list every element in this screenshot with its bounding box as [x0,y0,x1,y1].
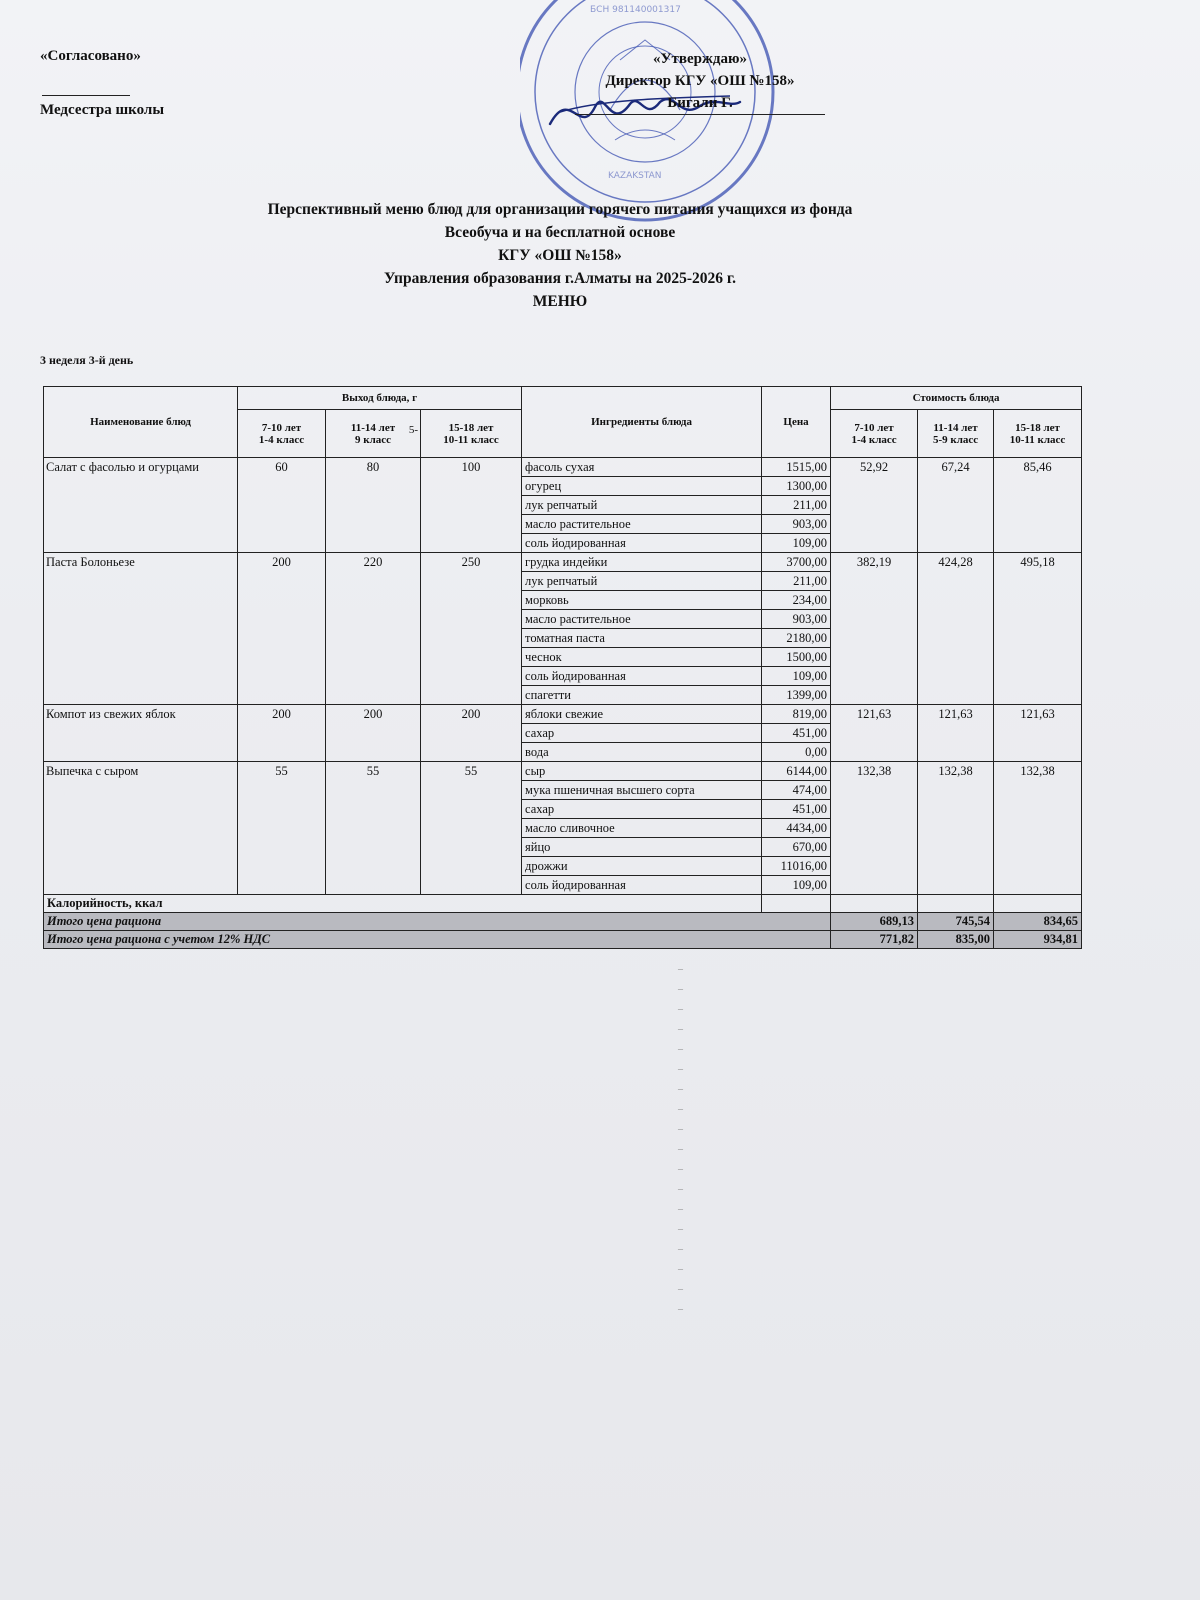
approve-block [560,48,840,115]
title-line-3: КГУ «ОШ №158» [498,247,622,264]
nurse-signature-line [42,85,130,96]
dish-name: Выпечка с сыром [44,762,238,895]
week-day-label: 3 неделя 3-й день [40,353,134,367]
dish-cost: 424,28 [918,553,994,705]
header-cost-age-1: 7-10 лет 1-4 класс [831,410,918,458]
ingredient-name: сыр [522,762,762,781]
header-yield-age-1: 7-10 лет 1-4 класс [238,410,326,458]
header-cost-age-3: 15-18 лет 10-11 класс [994,410,1082,458]
dish-name: Паста Болоньезе [44,553,238,705]
ingredient-name: вода [522,743,762,762]
ingredient-price: 1300,00 [762,477,831,496]
calories-row [44,895,1082,913]
total-row [44,913,1082,931]
dish-name: Салат с фасолью и огурцами [44,458,238,553]
ingredient-price: 474,00 [762,781,831,800]
ingredient-price: 1515,00 [762,458,831,477]
ingredient-price: 109,00 [762,534,831,553]
director-name: Бигали Г. [575,92,825,115]
dish-yield: 200 [238,553,326,705]
ingredient-name: яблоки свежие [522,705,762,724]
ingredient-price: 4434,00 [762,819,831,838]
menu-table [43,386,1082,949]
approve-label: «Утверждаю» [653,51,747,67]
title-line-2: Всеобуча и на бесплатной основе [444,224,676,241]
ingredient-name: сахар [522,724,762,743]
dish-yield: 220 [326,553,421,705]
ingredient-name: мука пшеничная высшего сорта [522,781,762,800]
ingredient-price: 451,00 [762,724,831,743]
dish-cost: 52,92 [831,458,918,553]
dish-name: Компот из свежих яблок [44,705,238,762]
title-line-1: Перспективный меню блюд для организации горячего питания учащихся из фонда [267,201,853,218]
ingredient-price: 234,00 [762,591,831,610]
dish-cost: 85,46 [994,458,1082,553]
ingredient-name: лук репчатый [522,496,762,515]
total-vat-label: Итого цена рациона с учетом 12% НДС [44,931,831,949]
ingredient-row [44,705,1082,724]
total-value: 834,65 [994,913,1082,931]
ingredient-name: дрожжи [522,857,762,876]
ingredient-row [44,458,1082,477]
ingredient-price: 109,00 [762,876,831,895]
dish-yield: 60 [238,458,326,553]
ingredient-name: морковь [522,591,762,610]
ingredient-name: соль йодированная [522,534,762,553]
ingredient-name: масло растительное [522,610,762,629]
svg-text:БСН 981140001317: БСН 981140001317 [590,5,681,15]
dish-yield: 200 [421,705,522,762]
dish-yield: 100 [421,458,522,553]
header-dish-name: Наименование блюд [44,387,238,458]
dish-cost: 132,38 [994,762,1082,895]
total-vat-value: 771,82 [831,931,918,949]
ingredient-price: 2180,00 [762,629,831,648]
title-line-4: Управления образования г.Алматы на 2025-2026 г. [383,270,737,287]
header-cost: Стоимость блюда [831,387,1082,410]
ingredient-price: 903,00 [762,610,831,629]
dish-cost: 121,63 [918,705,994,762]
ingredient-name: лук репчатый [522,572,762,591]
dish-cost: 382,19 [831,553,918,705]
ingredient-name: сахар [522,800,762,819]
menu-body [44,458,1082,895]
ingredient-name: спагетти [522,686,762,705]
ingredient-price: 109,00 [762,667,831,686]
ingredient-price: 6144,00 [762,762,831,781]
dish-cost: 495,18 [994,553,1082,705]
header-yield-age-3: 15-18 лет 10-11 класс [421,410,522,458]
total-vat-row [44,931,1082,949]
ingredient-price: 1500,00 [762,648,831,667]
header-ingredients: Ингредиенты блюда [522,387,762,458]
svg-text:KAZAKSTAN: KAZAKSTAN [608,171,662,181]
ingredient-row [44,762,1082,781]
ingredient-price: 211,00 [762,572,831,591]
director-title: Директор КГУ «ОШ №158» [605,73,795,89]
ingredient-price: 451,00 [762,800,831,819]
ingredient-name: томатная паста [522,629,762,648]
header-cost-age-2: 11-14 лет 5-9 класс [918,410,994,458]
total-value: 745,54 [918,913,994,931]
ingredient-name: соль йодированная [522,876,762,895]
agreed-label: «Согласовано» [40,48,141,64]
decorative-dash-marks: – – – – – – – – – – – – – – – – – – [678,964,683,1315]
ingredient-name: грудка индейки [522,553,762,572]
dish-yield: 55 [326,762,421,895]
dish-yield: 80 [326,458,421,553]
header-yield-age-2: 11-14 лет 5- 9 класс [326,410,421,458]
agreed-block [40,48,164,119]
official-seal-stamp [520,0,790,230]
ingredient-name: огурец [522,477,762,496]
ingredient-name: масло сливочное [522,819,762,838]
ingredient-row [44,553,1082,572]
dish-yield: 200 [238,705,326,762]
ingredient-price: 819,00 [762,705,831,724]
total-vat-value: 934,81 [994,931,1082,949]
dish-cost: 67,24 [918,458,994,553]
header-price: Цена [762,387,831,458]
ingredient-price: 0,00 [762,743,831,762]
dish-yield: 55 [238,762,326,895]
ingredient-price: 11016,00 [762,857,831,876]
dish-cost: 132,38 [918,762,994,895]
dish-cost: 121,63 [994,705,1082,762]
ingredient-name: масло растительное [522,515,762,534]
dish-cost: 132,38 [831,762,918,895]
dish-cost: 121,63 [831,705,918,762]
title-line-5: МЕНЮ [532,293,588,310]
ingredient-price: 211,00 [762,496,831,515]
ingredient-price: 3700,00 [762,553,831,572]
nurse-label: Медсестра школы [40,102,165,118]
total-label: Итого цена рациона [44,913,831,931]
calories-label: Калорийность, ккал [44,895,762,913]
document-title [120,198,1000,313]
header-yield: Выход блюда, г [238,387,522,410]
ingredient-price: 903,00 [762,515,831,534]
ingredient-name: фасоль сухая [522,458,762,477]
ingredient-name: соль йодированная [522,667,762,686]
dish-yield: 55 [421,762,522,895]
ingredient-name: яйцо [522,838,762,857]
dish-yield: 250 [421,553,522,705]
ingredient-price: 670,00 [762,838,831,857]
total-value: 689,13 [831,913,918,931]
ingredient-name: чеснок [522,648,762,667]
ingredient-price: 1399,00 [762,686,831,705]
total-vat-value: 835,00 [918,931,994,949]
dish-yield: 200 [326,705,421,762]
